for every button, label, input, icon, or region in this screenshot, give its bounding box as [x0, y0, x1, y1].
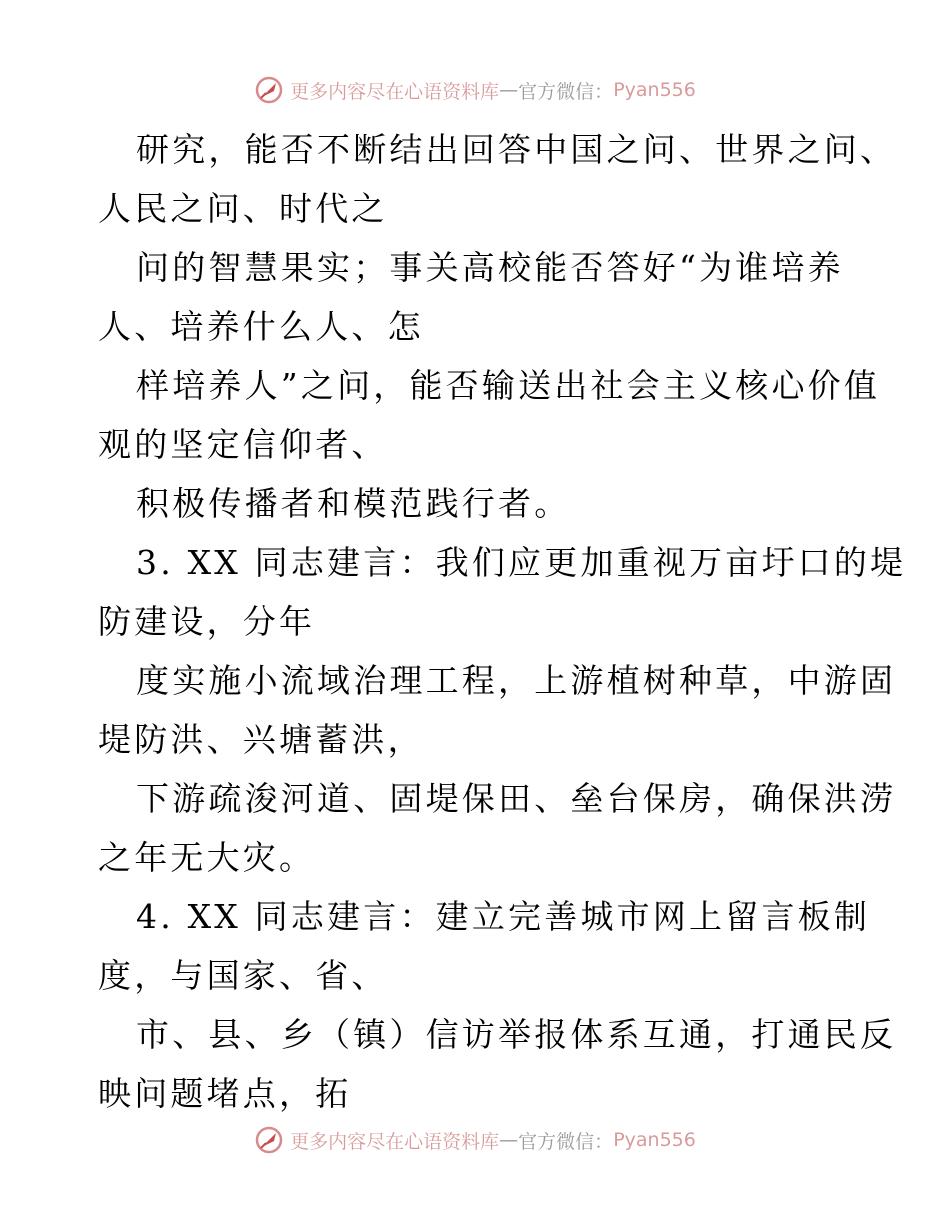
- text-line: 观的坚定信仰者、: [98, 425, 388, 464]
- text-line: 3. XX 同志建言：我们应更加重视万亩圩口的堤: [136, 543, 907, 582]
- text-line: 样培养人”之问，能否输送出社会主义核心价值: [136, 366, 881, 405]
- quill-logo-icon: [254, 1125, 284, 1155]
- text-line: 防建设，分年: [98, 602, 316, 641]
- text-line: 人民之问、时代之: [98, 189, 388, 228]
- text-line: 人、培养什么人、怎: [98, 307, 424, 346]
- header-watermark: [0, 70, 950, 110]
- document-body: [98, 120, 907, 1123]
- watermark-wechat-id: Pyan556: [613, 1129, 696, 1151]
- text-line: 映问题堵点，拓: [98, 1074, 352, 1113]
- text-line: 下游疏浚河道、固堤保田、垒台保房，确保洪涝: [136, 779, 897, 818]
- watermark-wechat-label: 官方微信：: [518, 80, 614, 103]
- text-line: 4. XX 同志建言：建立完善城市网上留言板制: [136, 897, 871, 936]
- watermark-wechat-label: 官方微信：: [518, 1130, 614, 1153]
- watermark-dash: —: [499, 1129, 519, 1151]
- watermark-wechat-id: Pyan556: [613, 79, 696, 101]
- text-line: 堤防洪、兴塘蓄洪，: [98, 720, 424, 759]
- watermark-main-text: 更多内容尽在心语资料库: [290, 1130, 500, 1153]
- text-line: 积极传播者和模范践行者。: [136, 484, 571, 523]
- text-line: 度，与国家、省、: [98, 956, 388, 995]
- text-line: 度实施小流域治理工程，上游植树种草，中游固: [136, 661, 897, 700]
- text-line: 市、县、乡（镇）信访举报体系互通，打通民反: [136, 1015, 897, 1054]
- text-line: 之年无大灾。: [98, 838, 316, 877]
- watermark-dash: —: [499, 79, 519, 101]
- watermark-main-text: 更多内容尽在心语资料库: [290, 80, 500, 103]
- footer-watermark: [0, 1120, 950, 1160]
- text-line: 研究，能否不断结出回答中国之问、世界之问、: [136, 130, 897, 169]
- text-line: 问的智慧果实；事关高校能否答好“为谁培养: [136, 248, 844, 287]
- quill-logo-icon: [254, 75, 284, 105]
